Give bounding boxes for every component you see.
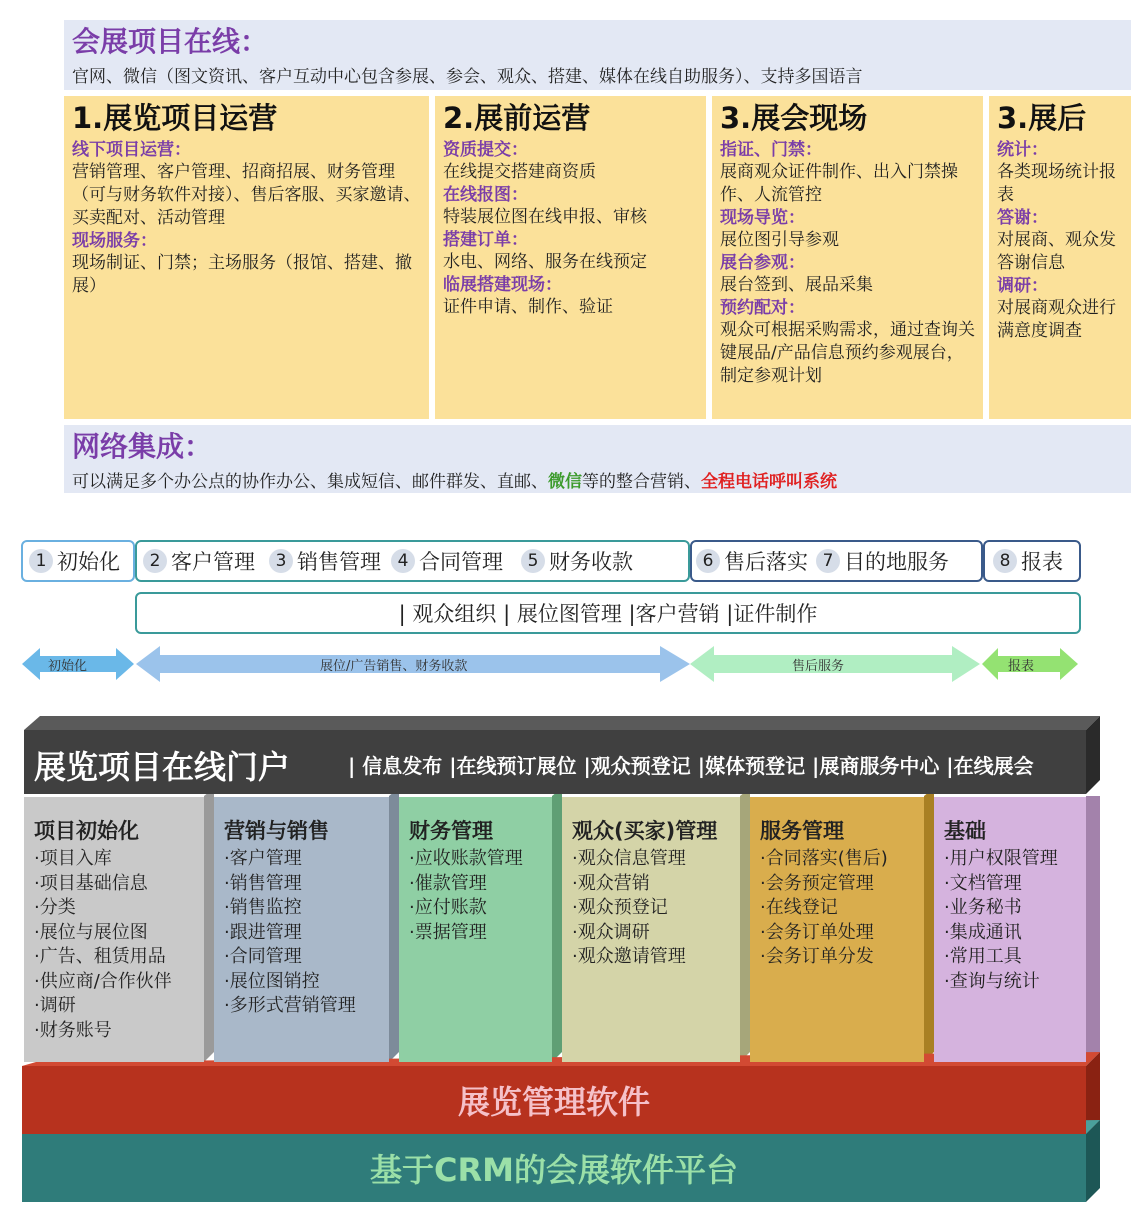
section-body: 水电、网络、服务在线预定 — [443, 252, 647, 272]
column-2 — [435, 96, 706, 419]
module-item: ·分类 — [34, 897, 76, 918]
section-heading: 展台参观： — [720, 253, 805, 273]
software-bar — [22, 1066, 1086, 1134]
module-side-face — [389, 788, 399, 1062]
network-desc-text: 等的整合营销、 — [582, 472, 701, 492]
module-title: 营销与销售 — [224, 819, 329, 843]
module-finance — [399, 797, 552, 1062]
stage-group-aftersales — [690, 540, 983, 582]
column-3 — [712, 96, 983, 419]
teal-bar-side-face — [1086, 1120, 1100, 1202]
stage-number: 1 — [29, 549, 53, 573]
platform-bar-label: 基于CRM的会展软件平台 — [370, 1151, 738, 1189]
portal-items: | 信息发布 |在线预订展位 |观众预登记 |媒体预登记 |展商服务中心 |在线展会 — [348, 754, 1034, 778]
module-side-face — [740, 788, 750, 1062]
module-item: ·客户管理 — [224, 848, 302, 869]
section-body: 对展商、观众发答谢信息 — [997, 230, 1116, 273]
module-item: ·观众预登记 — [572, 897, 668, 918]
section-heading: 现场导览： — [720, 208, 805, 228]
module-item: ·用户权限管理 — [944, 848, 1058, 869]
section-heading: 答谢： — [997, 208, 1048, 228]
module-item: ·广告、租赁用品 — [34, 946, 166, 967]
module-item: ·调研 — [34, 995, 76, 1016]
module-item: ·应收账款管理 — [409, 848, 523, 869]
stage-number: 5 — [521, 549, 545, 573]
phase-arrows — [0, 642, 1148, 686]
column-4 — [989, 96, 1131, 419]
module-item: ·跟进管理 — [224, 921, 302, 943]
module-item: ·会务订单处理 — [760, 921, 874, 943]
stage-number: 2 — [143, 549, 167, 573]
stage-label: 销售管理 — [297, 550, 381, 574]
online-desc: 官网、微信（图文资讯、客户互动中心包含参展、参会、观众、搭建、媒体在线自助服务）、支持多国语言 — [72, 67, 863, 87]
section-heading: 预约配对： — [720, 298, 805, 318]
module-item: ·催款管理 — [409, 872, 487, 894]
module-item: ·观众调研 — [572, 921, 650, 943]
module-basic — [934, 797, 1086, 1062]
stage-number: 6 — [696, 549, 720, 573]
section-heading: 调研： — [997, 276, 1048, 296]
module-item: ·业务秘书 — [944, 897, 1022, 918]
module-item: ·在线登记 — [760, 897, 838, 918]
phase-label: 初始化 — [48, 659, 88, 674]
module-item: ·会务预定管理 — [760, 872, 874, 894]
software-bar-label: 展览管理软件 — [457, 1083, 650, 1121]
section-body: 现场制证、门禁；主场服务（报馆、搭建、撤展） — [72, 253, 412, 296]
phase-label: 售后服务 — [792, 659, 845, 674]
module-title: 服务管理 — [760, 819, 844, 843]
network-title: 网络集成： — [72, 430, 213, 463]
column-title: 2.展前运营 — [443, 101, 591, 135]
online-title: 会展项目在线： — [72, 25, 269, 58]
stage-group-sales — [135, 540, 690, 582]
section-body: 对展商观众进行满意度调查 — [997, 298, 1116, 341]
module-title: 财务管理 — [409, 819, 493, 843]
module-item: ·观众营销 — [572, 872, 650, 894]
stage-label: 初始化 — [57, 550, 120, 574]
stage-group-report — [983, 540, 1081, 582]
column-1 — [64, 96, 429, 419]
module-item: ·合同落实(售后) — [760, 848, 888, 869]
section-heading: 资质提交： — [443, 140, 528, 160]
phase-label: 展位/广告销售、财务收款 — [320, 659, 468, 674]
stage-label: 财务收款 — [549, 550, 633, 574]
section-body: 展台签到、展品采集 — [720, 275, 873, 295]
module-item: ·会务订单分发 — [760, 946, 874, 967]
module-side-face — [552, 788, 562, 1062]
module-title: 基础 — [944, 819, 986, 843]
section-heading: 现场服务： — [72, 231, 157, 251]
section-body: 展位图引导参观 — [720, 230, 839, 250]
module-item: ·展位与展位图 — [34, 921, 148, 943]
stage-number: 4 — [391, 549, 415, 573]
stage-label: 报表 — [1021, 550, 1063, 574]
module-item: ·多形式营销管理 — [224, 995, 356, 1016]
module-item: ·集成通讯 — [944, 921, 1022, 943]
section-body: 在线提交搭建商资质 — [443, 162, 596, 182]
module-marketing-sales — [214, 797, 389, 1062]
network-desc-highlight-red: 全程电话呼叫系统 — [701, 472, 837, 492]
module-audience — [562, 797, 740, 1062]
section-heading: 统计： — [997, 140, 1048, 160]
module-service — [750, 797, 924, 1062]
portal-top-face — [24, 716, 1100, 730]
stage-label: 客户管理 — [171, 550, 255, 574]
module-item: ·合同管理 — [224, 946, 302, 967]
module-item: ·查询与统计 — [944, 970, 1040, 992]
module-item: ·常用工具 — [944, 946, 1022, 967]
column-title: 3.展会现场 — [720, 101, 868, 135]
module-title: 观众(买家)管理 — [572, 819, 718, 843]
stage-number: 3 — [269, 549, 293, 573]
module-item: ·观众信息管理 — [572, 848, 686, 869]
section-body: 证件申请、制作、验证 — [443, 297, 613, 317]
module-item: ·票据管理 — [409, 921, 487, 943]
stage-label: 目的地服务 — [844, 550, 949, 574]
module-item: ·财务账号 — [34, 1019, 112, 1041]
portal-title: 展览项目在线门户 — [34, 748, 291, 786]
module-title: 项目初始化 — [34, 819, 139, 843]
network-desc — [72, 467, 837, 492]
portal-bar — [24, 730, 1086, 794]
module-project-init — [24, 797, 204, 1062]
section-body: 营销管理、客户管理、招商招展、财务管理（可与财务软件对接）、售后客服、买家邀请、买卖配对、活动管理 — [72, 162, 421, 228]
section-body: 观众可根据采购需求，通过查询关键展品/产品信息预约参观展台，制定参观计划 — [720, 320, 975, 386]
module-side-face — [1086, 796, 1100, 1062]
stage-number: 7 — [816, 549, 840, 573]
network-desc-highlight-green: 微信 — [548, 472, 582, 492]
stage-label: 合同管理 — [419, 550, 503, 574]
section-heading: 搭建订单： — [443, 230, 528, 250]
module-item: ·供应商/合作伙伴 — [34, 970, 172, 992]
sub-functions-box — [135, 592, 1081, 634]
module-item: ·文档管理 — [944, 872, 1022, 894]
section-body: 特装展位图在线申报、审核 — [443, 207, 647, 227]
module-side-face — [924, 788, 934, 1062]
column-title: 1.展览项目运营 — [72, 101, 278, 135]
module-item: ·展位图销控 — [224, 970, 320, 992]
network-banner — [64, 425, 1131, 493]
module-item: ·项目基础信息 — [34, 872, 148, 894]
section-heading: 指证、门禁： — [720, 140, 822, 160]
column-title: 3.展后 — [997, 101, 1087, 135]
module-item: ·销售管理 — [224, 872, 302, 894]
module-side-face — [204, 788, 214, 1062]
section-heading: 临展搭建现场： — [443, 275, 562, 295]
online-banner — [64, 20, 1131, 90]
stage-number: 8 — [993, 549, 1017, 573]
section-heading: 线下项目运营： — [72, 140, 191, 160]
platform-bar — [22, 1134, 1086, 1202]
sub-functions-text: | 观众组织 | 展位图管理 |客户营销 |证件制作 — [398, 602, 818, 626]
module-item: ·观众邀请管理 — [572, 946, 686, 967]
section-heading: 在线报图： — [443, 185, 528, 205]
section-body: 各类现场统计报表 — [997, 162, 1116, 205]
network-desc-text: 可以满足多个办公点的协作办公、集成短信、邮件群发、直邮、 — [72, 472, 548, 492]
stage-group-init — [21, 540, 135, 582]
module-item: ·销售监控 — [224, 897, 302, 918]
stage-label: 售后落实 — [724, 550, 808, 574]
module-item: ·项目入库 — [34, 848, 112, 869]
section-body: 展商观众证件制作、出入门禁操作、人流管控 — [720, 162, 958, 205]
module-item: ·应付账款 — [409, 897, 487, 918]
phase-label: 报表 — [1008, 659, 1035, 674]
